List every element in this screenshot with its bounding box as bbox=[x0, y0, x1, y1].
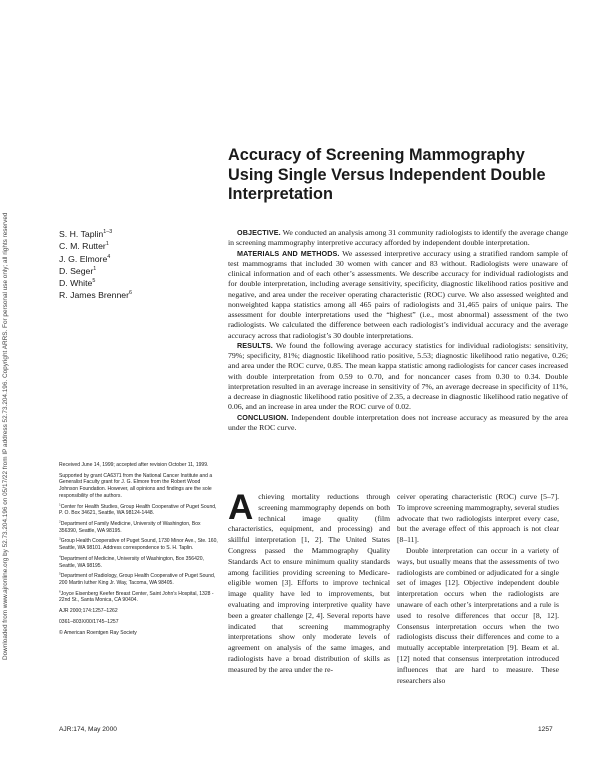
download-notice bbox=[2, 140, 12, 660]
affiliation: $^4$Department of Medicine, University of Washington, Box 356420, Seattle, WA 98195. bbox=[59, 554, 204, 569]
author: D. White$^5$ bbox=[59, 278, 96, 289]
results-label: RESULTS. bbox=[237, 340, 273, 350]
page-number: 1257 bbox=[538, 726, 553, 733]
author: J. G. Elmore$^4$ bbox=[59, 253, 111, 264]
conclusion-label: CONCLUSION. bbox=[237, 412, 289, 422]
body-paragraph: Achieving mortality reductions through screening mammography depends on both technical image quality (film characteristics, equipment, and processing) and skillful interpretation [1, 2]. The United States Congress passed the Mammography Quality Standards Act to ensure minimum quality standards among facilities providing screening to Medicare-eligible women [3]. Efforts to improve technical image quality have led to improvements, but evaluating and improving interpretive quality have been a greater challenge [2, 4]. Several reports have indicated that screening mammography interpretations show only moderate levels of agreement on analysis of the same images, and radiologists have a broad distribution of skills as measured by the area under the re- bbox=[228, 488, 390, 674]
objective-label: OBJECTIVE. bbox=[237, 228, 281, 237]
affiliation: $^6$Joyce Eisenberg Keefer Breast Center, Saint John’s Hospital, 1328 - 22nd St., Santa Monica, CA 90404. bbox=[59, 589, 214, 604]
abstract-objective: OBJECTIVE. We conducted an analysis among 31 community radiologists to identify the average change in screening mammography interpretive accuracy afforded by independent double interpretation. bbox=[228, 228, 568, 248]
issn: 0361–803X/00/1745–1257 bbox=[59, 619, 119, 626]
body-column-2 bbox=[397, 492, 559, 686]
methods-label: MATERIALS AND METHODS. bbox=[237, 248, 340, 258]
abstract-conclusion: CONCLUSION. Independent double interpretation does not increase accuracy as measured by the area under the ROC curve. bbox=[228, 412, 568, 432]
abstract bbox=[228, 228, 568, 433]
copyright: © American Roentgen Ray Society bbox=[59, 630, 137, 637]
abstract-methods: MATERIALS AND METHODS. We assessed interpretive accuracy using a stratified random sample of test mammograms that included 30 women with cancer and 83 without. Radiologists were unaware of clinical information and of each other’s assessments. We describe accuracy for individual radiologists and for double interpretation, including average sensitivity, specificity, diagnostic likelihood ratios positive and negative, and area under the receiver operating characteristic (ROC) curve. We also assessed weighted and nonweighted kappa statistics among all 465 pairs of radiologists and 31,465 pairs of unique pairs. The assessment for double interpretations used the “highest” (i.e., most abnormal) assessment of the two radiologists. We calculated the difference between each radiologist’s individual accuracy and the average accuracy across that radiologist’s 30 double interpretations. bbox=[228, 248, 568, 340]
citation: AJR 2000;174:1257–1262 bbox=[59, 608, 118, 615]
affiliation: $^2$Department of Family Medicine, University of Washington, Box 356390, Seattle, WA 98195. bbox=[59, 519, 201, 534]
affiliation: $^3$Group Health Cooperative of Puget Sound, 1730 Minor Ave., Ste. 160, Seattle, WA 98101. Address correspondence to S. H. Taplin. bbox=[59, 536, 218, 552]
drop-cap: A bbox=[228, 488, 254, 527]
abstract-results: RESULTS. We found the following average accuracy statistics for individual radiologists: sensitivity, 79%; specificity, 81%; diagnostic likelihood ratio positive, 5.53; diagnostic likelihood ratio negative, 0.26; and area under the ROC curve, 0.85. The mean kappa statistic among radiologists for cancer cases increased with double interpretation from 0.59 to 0.70, and for noncancer cases from 0.30 to 0.34. Double interpretation resulted in an average increase in sensitivity of 7%, an average decrease in specificity of 11%, a decrease in diagnostic likelihood ratio positive of 2.35, a decrease in diagnostic likelihood ratio negative of 0.06, and an increase in area under the ROC curve of 0.02. bbox=[228, 340, 568, 412]
article-title: Accuracy of Screening Mammography Using Single Versus Independent Double Interpretation bbox=[228, 146, 546, 203]
support-note: Supported by grant CA6371 from the National Cancer Institute and a Generalist Faculty grant for J. G. Elmore from the Robert Wood Johnson Foundation. However, all opinions and findings are the sole responsibility of the authors. bbox=[59, 472, 213, 499]
author: R. James Brenner$^6$ bbox=[59, 290, 133, 301]
article-notes bbox=[59, 462, 219, 641]
author: D. Seger$^1$ bbox=[59, 265, 97, 276]
received-note: Received June 14, 1999; accepted after revision October 11, 1999. bbox=[59, 462, 209, 468]
affiliation: $^1$Center for Health Studies, Group Health Cooperative of Puget Sound, P. O. Box 34621, Seattle, WA 98124-1448. bbox=[59, 501, 217, 517]
author: C. M. Rutter$^1$ bbox=[59, 241, 109, 252]
author-list bbox=[59, 228, 219, 302]
body-column-1 bbox=[228, 488, 390, 676]
journal-footer: AJR:174, May 2000 bbox=[59, 726, 117, 733]
author: S. H. Taplin$^{1-3}$ bbox=[59, 229, 113, 239]
affiliation: $^5$Department of Radiology, Group Health Cooperative of Puget Sound, 200 Martin luther King Jr. Way, Tacoma, WA 98405. bbox=[59, 571, 216, 586]
body-paragraph: ceiver operating characteristic (ROC) curve [5–7]. To improve screening mammography, several studies advocate that two radiologists interpret every case, but the average effect of this approach is not clear [8–11]. bbox=[397, 492, 559, 545]
download-notice-text: Downloaded from www.ajronline.org by 52.73.204.196 on 05/17/22 from IP address 52.73.204.196. Copyright ARRS. For personal use only; all rights reserved bbox=[2, 212, 9, 660]
body-paragraph: Double interpretation can occur in a variety of ways, but usually means that the assessments of two radiologists are combined or adjudicated for a single set of images [12]. Objective independent double interpretation occurs when the radiologists are unaware of each other’s interpretations and a rule is used to resolve differences that occur [8, 12]. Consensus interpretation occurs when the two radiologists discuss their differences and come to a mutually acceptable interpretation [9]. Beam et al. [12] noted that consensus interpretation introduced influences that are hard to measure. These researchers also bbox=[397, 545, 559, 685]
